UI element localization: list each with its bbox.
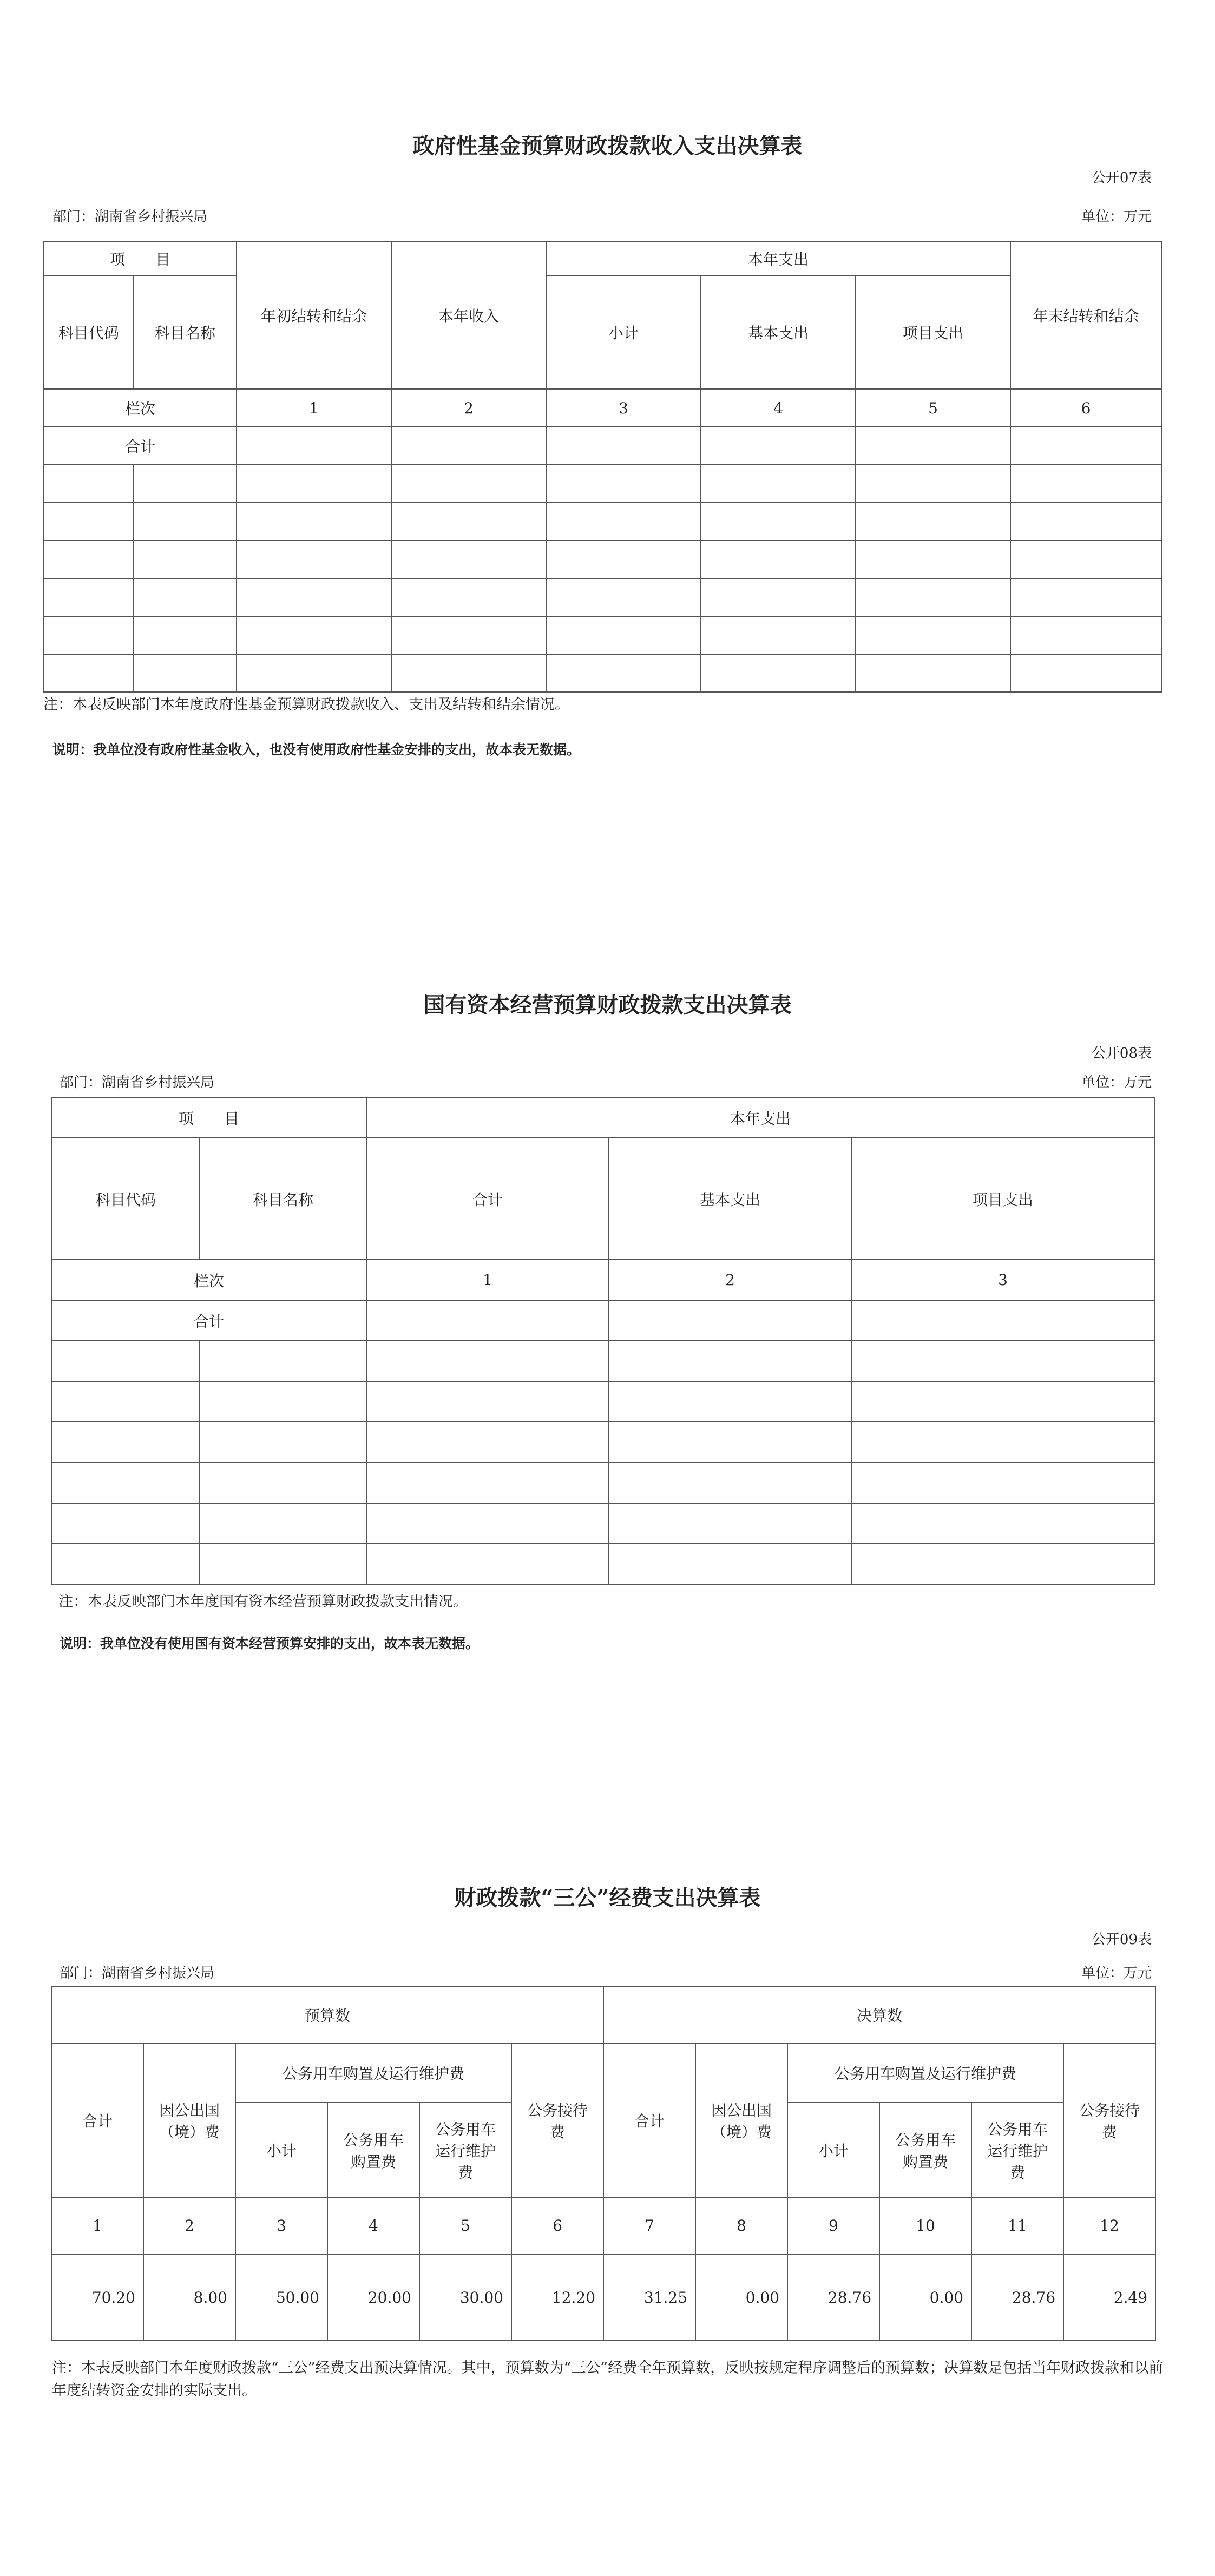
form07-header-basic: 基本支出: [701, 275, 856, 389]
form08-col-1: 1: [366, 1260, 609, 1300]
form08-explain: 说明：我单位没有使用国有资本经营预算安排的支出，故本表无数据。: [60, 1636, 480, 1651]
form08-dept: 部门：湖南省乡村振兴局: [60, 1075, 215, 1091]
form08-col-3: 3: [851, 1260, 1154, 1300]
form07-header-exp: 本年支出: [546, 242, 1010, 275]
form09-col-6: 6: [511, 2197, 603, 2254]
form08-header-basic: 基本支出: [609, 1138, 851, 1260]
form09-title: 财政拨款“三公”经费支出决算表: [454, 1885, 761, 1910]
form09-col-3: 3: [235, 2197, 327, 2254]
table-row: [44, 616, 1161, 654]
form07-form-no: 公开07表: [1091, 170, 1152, 186]
form09-col-10: 10: [879, 2197, 971, 2254]
form09-final-car: 公务用车购置及运行维护费: [787, 2043, 1063, 2103]
form07-header-name: 科目名称: [134, 275, 237, 389]
form09-col-4: 4: [327, 2197, 419, 2254]
form09-col-8: 8: [695, 2197, 787, 2254]
form09-budget-car: 公务用车购置及运行维护费: [235, 2043, 511, 2103]
form07-header-income: 本年收入: [391, 242, 546, 389]
form07-note: 注：本表反映部门本年度政府性基金预算财政拨款收入、支出及结转和结余情况。: [43, 696, 569, 713]
table-row: [51, 1422, 1154, 1462]
form09-final-operation: 公务用车运行维护费: [971, 2103, 1063, 2197]
form07-table: [43, 241, 1162, 693]
form08-header-code: 科目代码: [51, 1138, 200, 1260]
form09-budget-reception: 公务接待费: [511, 2043, 603, 2197]
form09-final-total: 合计: [603, 2043, 695, 2197]
form09-value-budget-car-operation: 30.00: [419, 2254, 511, 2341]
form08-header-total: 合计: [366, 1138, 609, 1260]
table-row: [44, 503, 1161, 541]
form09-final-purchase: 公务用车购置费: [879, 2103, 971, 2197]
table-row: [44, 578, 1161, 616]
form07-header-code: 科目代码: [44, 275, 134, 389]
form09-value-final-car-subtotal: 28.76: [787, 2254, 879, 2341]
form09-budget-subtotal: 小计: [235, 2103, 327, 2197]
form09-value-final-total: 31.25: [603, 2254, 695, 2341]
form09-value-final-abroad: 0.00: [695, 2254, 787, 2341]
form09-col-9: 9: [787, 2197, 879, 2254]
form09-unit: 单位：万元: [1081, 1965, 1152, 1981]
form09-col-1: 1: [51, 2197, 143, 2254]
form08-total-label: 合计: [51, 1300, 366, 1341]
form07-col-5: 5: [856, 389, 1010, 427]
form08-col-index-row: [51, 1260, 1154, 1300]
table-row: [51, 1503, 1154, 1544]
form09-header-final: 决算数: [603, 1986, 1155, 2043]
form07-col-3: 3: [546, 389, 701, 427]
form09-value-budget-abroad: 8.00: [143, 2254, 235, 2341]
table-row: [51, 1544, 1154, 1584]
form09-value-final-reception: 2.49: [1063, 2254, 1155, 2341]
form08-title: 国有资本经营预算财政拨款支出决算表: [423, 992, 792, 1018]
form08-unit: 单位：万元: [1081, 1075, 1152, 1091]
table-row: [44, 541, 1161, 578]
form07-col-2: 2: [391, 389, 546, 427]
form09-values-row: [51, 2254, 1155, 2341]
form07-row-label: 栏次: [44, 389, 237, 427]
form08-total-row: [51, 1300, 1154, 1341]
form09-value-budget-total: 70.20: [51, 2254, 143, 2341]
form09-final-reception: 公务接待费: [1063, 2043, 1155, 2197]
form07-explain: 说明：我单位没有政府性基金收入，也没有使用政府性基金安排的支出，故本表无数据。: [52, 742, 581, 757]
form07-col-index-row: [44, 389, 1161, 427]
form09-dept: 部门：湖南省乡村振兴局: [60, 1965, 215, 1981]
form09-budget-purchase: 公务用车购置费: [327, 2103, 419, 2197]
table-row: [51, 1462, 1154, 1503]
form09-col-5: 5: [419, 2197, 511, 2254]
form07-col-6: 6: [1010, 389, 1161, 427]
form07-header-end: 年末结转和结余: [1010, 242, 1161, 389]
form09-value-final-car-purchase: 0.00: [879, 2254, 971, 2341]
form08-header-item: 项 目: [51, 1097, 366, 1138]
form09-budget-operation: 公务用车运行维护费: [419, 2103, 511, 2197]
form08-header-name: 科目名称: [200, 1138, 366, 1260]
table-row: [51, 1381, 1154, 1422]
form09-col-11: 11: [971, 2197, 1063, 2254]
form08-col-2: 2: [609, 1260, 851, 1300]
form07-unit: 单位：万元: [1081, 209, 1152, 225]
form07-header-item: 项 目: [44, 242, 237, 275]
form09-col-2: 2: [143, 2197, 235, 2254]
form08-form-no: 公开08表: [1091, 1045, 1152, 1062]
table-row: [44, 465, 1161, 503]
form09-table: [51, 1986, 1156, 2341]
form09-budget-total: 合计: [51, 2043, 143, 2197]
form09-col-index-row: [51, 2197, 1155, 2254]
form07-total-row: [44, 427, 1161, 465]
form07-total-label: 合计: [44, 427, 237, 465]
table-row: [44, 654, 1161, 692]
form07-header-begin: 年初结转和结余: [237, 242, 391, 389]
form09-final-abroad: 因公出国（境）费: [695, 2043, 787, 2197]
form09-value-budget-car-subtotal: 50.00: [235, 2254, 327, 2341]
form07-header-subtotal: 小计: [546, 275, 701, 389]
form09-budget-abroad: 因公出国（境）费: [143, 2043, 235, 2197]
form09-note: 注：本表反映部门本年度财政拨款“三公”经费支出预决算情况。其中，预算数为“三公”经费全年预算数，反映按规定程序调整后的预算数；决算数是包括当年财政拨款和以前年度结转资金安排的实际支出。: [52, 2360, 1164, 2399]
form09-value-budget-car-purchase: 20.00: [327, 2254, 419, 2341]
form07-title: 政府性基金预算财政拨款收入支出决算表: [412, 133, 803, 159]
table-row: [51, 1341, 1154, 1381]
form09-value-budget-reception: 12.20: [511, 2254, 603, 2341]
form08-table: [51, 1097, 1155, 1585]
form09-col-12: 12: [1063, 2197, 1155, 2254]
form07-col-4: 4: [701, 389, 856, 427]
form07-dept: 部门：湖南省乡村振兴局: [52, 209, 208, 225]
form07-header-project: 项目支出: [856, 275, 1010, 389]
form09-final-subtotal: 小计: [787, 2103, 879, 2197]
form08-header-project: 项目支出: [851, 1138, 1154, 1260]
form08-header-exp: 本年支出: [366, 1097, 1154, 1138]
form09-header-budget: 预算数: [51, 1986, 603, 2043]
form08-note: 注：本表反映部门本年度国有资本经营预算财政拨款支出情况。: [58, 1593, 468, 1610]
form09-value-final-car-operation: 28.76: [971, 2254, 1063, 2341]
form08-row-label: 栏次: [51, 1260, 366, 1300]
form07-col-1: 1: [237, 389, 391, 427]
form09-form-no: 公开09表: [1091, 1932, 1152, 1948]
form09-col-7: 7: [603, 2197, 695, 2254]
